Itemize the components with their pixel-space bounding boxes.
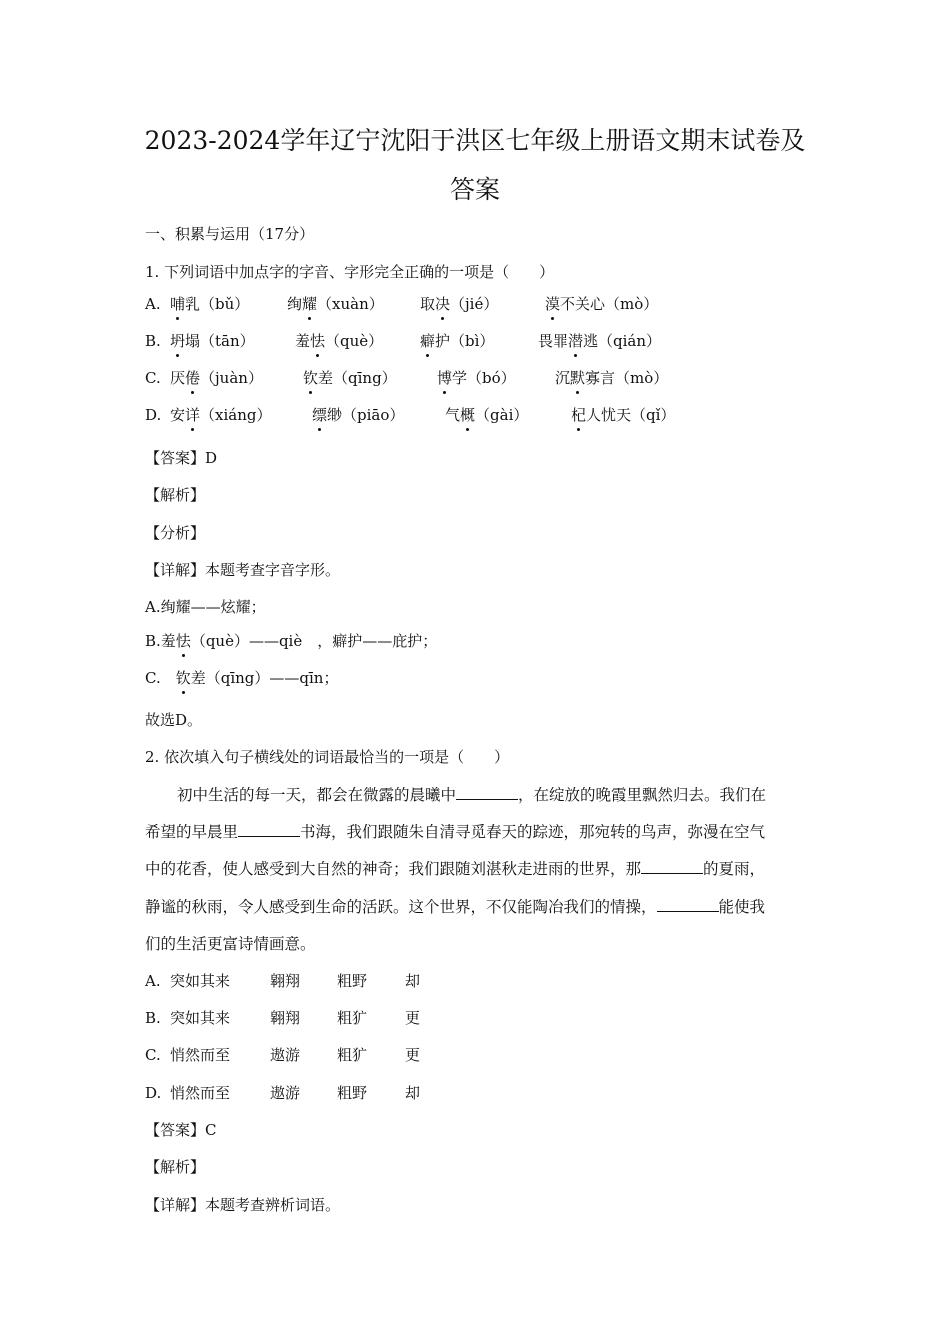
q1-final: 故选D。 xyxy=(145,711,203,729)
q1-stem: 1. 下列词语中加点字的字音、字形完全正确的一项是（ ） xyxy=(145,263,555,281)
blank-1 xyxy=(456,785,518,800)
q1-explain-c: C. 钦差（qīng）——qīn； xyxy=(145,669,339,687)
q1-detail: 【详解】本题考查字音字形。 xyxy=(145,561,341,579)
doc-title-line2: 答案 xyxy=(449,175,500,204)
q2-detail: 【详解】本题考查辨析词语。 xyxy=(145,1196,341,1214)
q2-passage-line1: 初中生活的每一天，都会在微露的晨曦中 ，在绽放的晚霞里飘然归去。我们在 xyxy=(177,786,767,804)
q1-jiexi: 【解析】 xyxy=(145,486,206,504)
q1-explain-b: B.羞怯（què）——qiè ，癖护——庇护； xyxy=(145,632,438,650)
q2-passage-line2: 希望的早晨里 书海，我们跟随朱自清寻觅春天的踪迹，那宛转的鸟声，弥漫在空气 xyxy=(145,823,766,841)
q2-passage-line4: 静谧的秋雨，令人感受到生命的活跃。这个世界，不仅能陶冶我们的情操， 能使我 xyxy=(145,898,766,916)
option-label: A. xyxy=(145,295,161,313)
doc-title-line1: 2023-2024学年辽宁沈阳于洪区七年级上册语文期末试卷及 xyxy=(144,126,806,155)
q1-fenxi: 【分析】 xyxy=(145,524,206,542)
q2-passage-line3: 中的花香，使人感受到大自然的神奇；我们跟随刘湛秋走进雨的世界，那 的夏雨， xyxy=(145,860,766,878)
blank-3 xyxy=(641,859,703,874)
q2-jiexi: 【解析】 xyxy=(145,1158,206,1176)
blank-2 xyxy=(238,822,300,837)
blank-4 xyxy=(657,897,719,912)
q1-explain-a: A.绚耀——炫耀； xyxy=(145,598,266,616)
q2-answer: 【答案】C xyxy=(145,1121,217,1139)
q2-stem: 2. 依次填入句子横线处的词语最恰当的一项是（ ） xyxy=(145,748,510,766)
q2-passage-line5: 们的生活更富诗情画意。 xyxy=(145,935,316,953)
section-heading: 一、积累与运用（17分） xyxy=(145,225,315,243)
q1-answer: 【答案】D xyxy=(145,449,218,467)
